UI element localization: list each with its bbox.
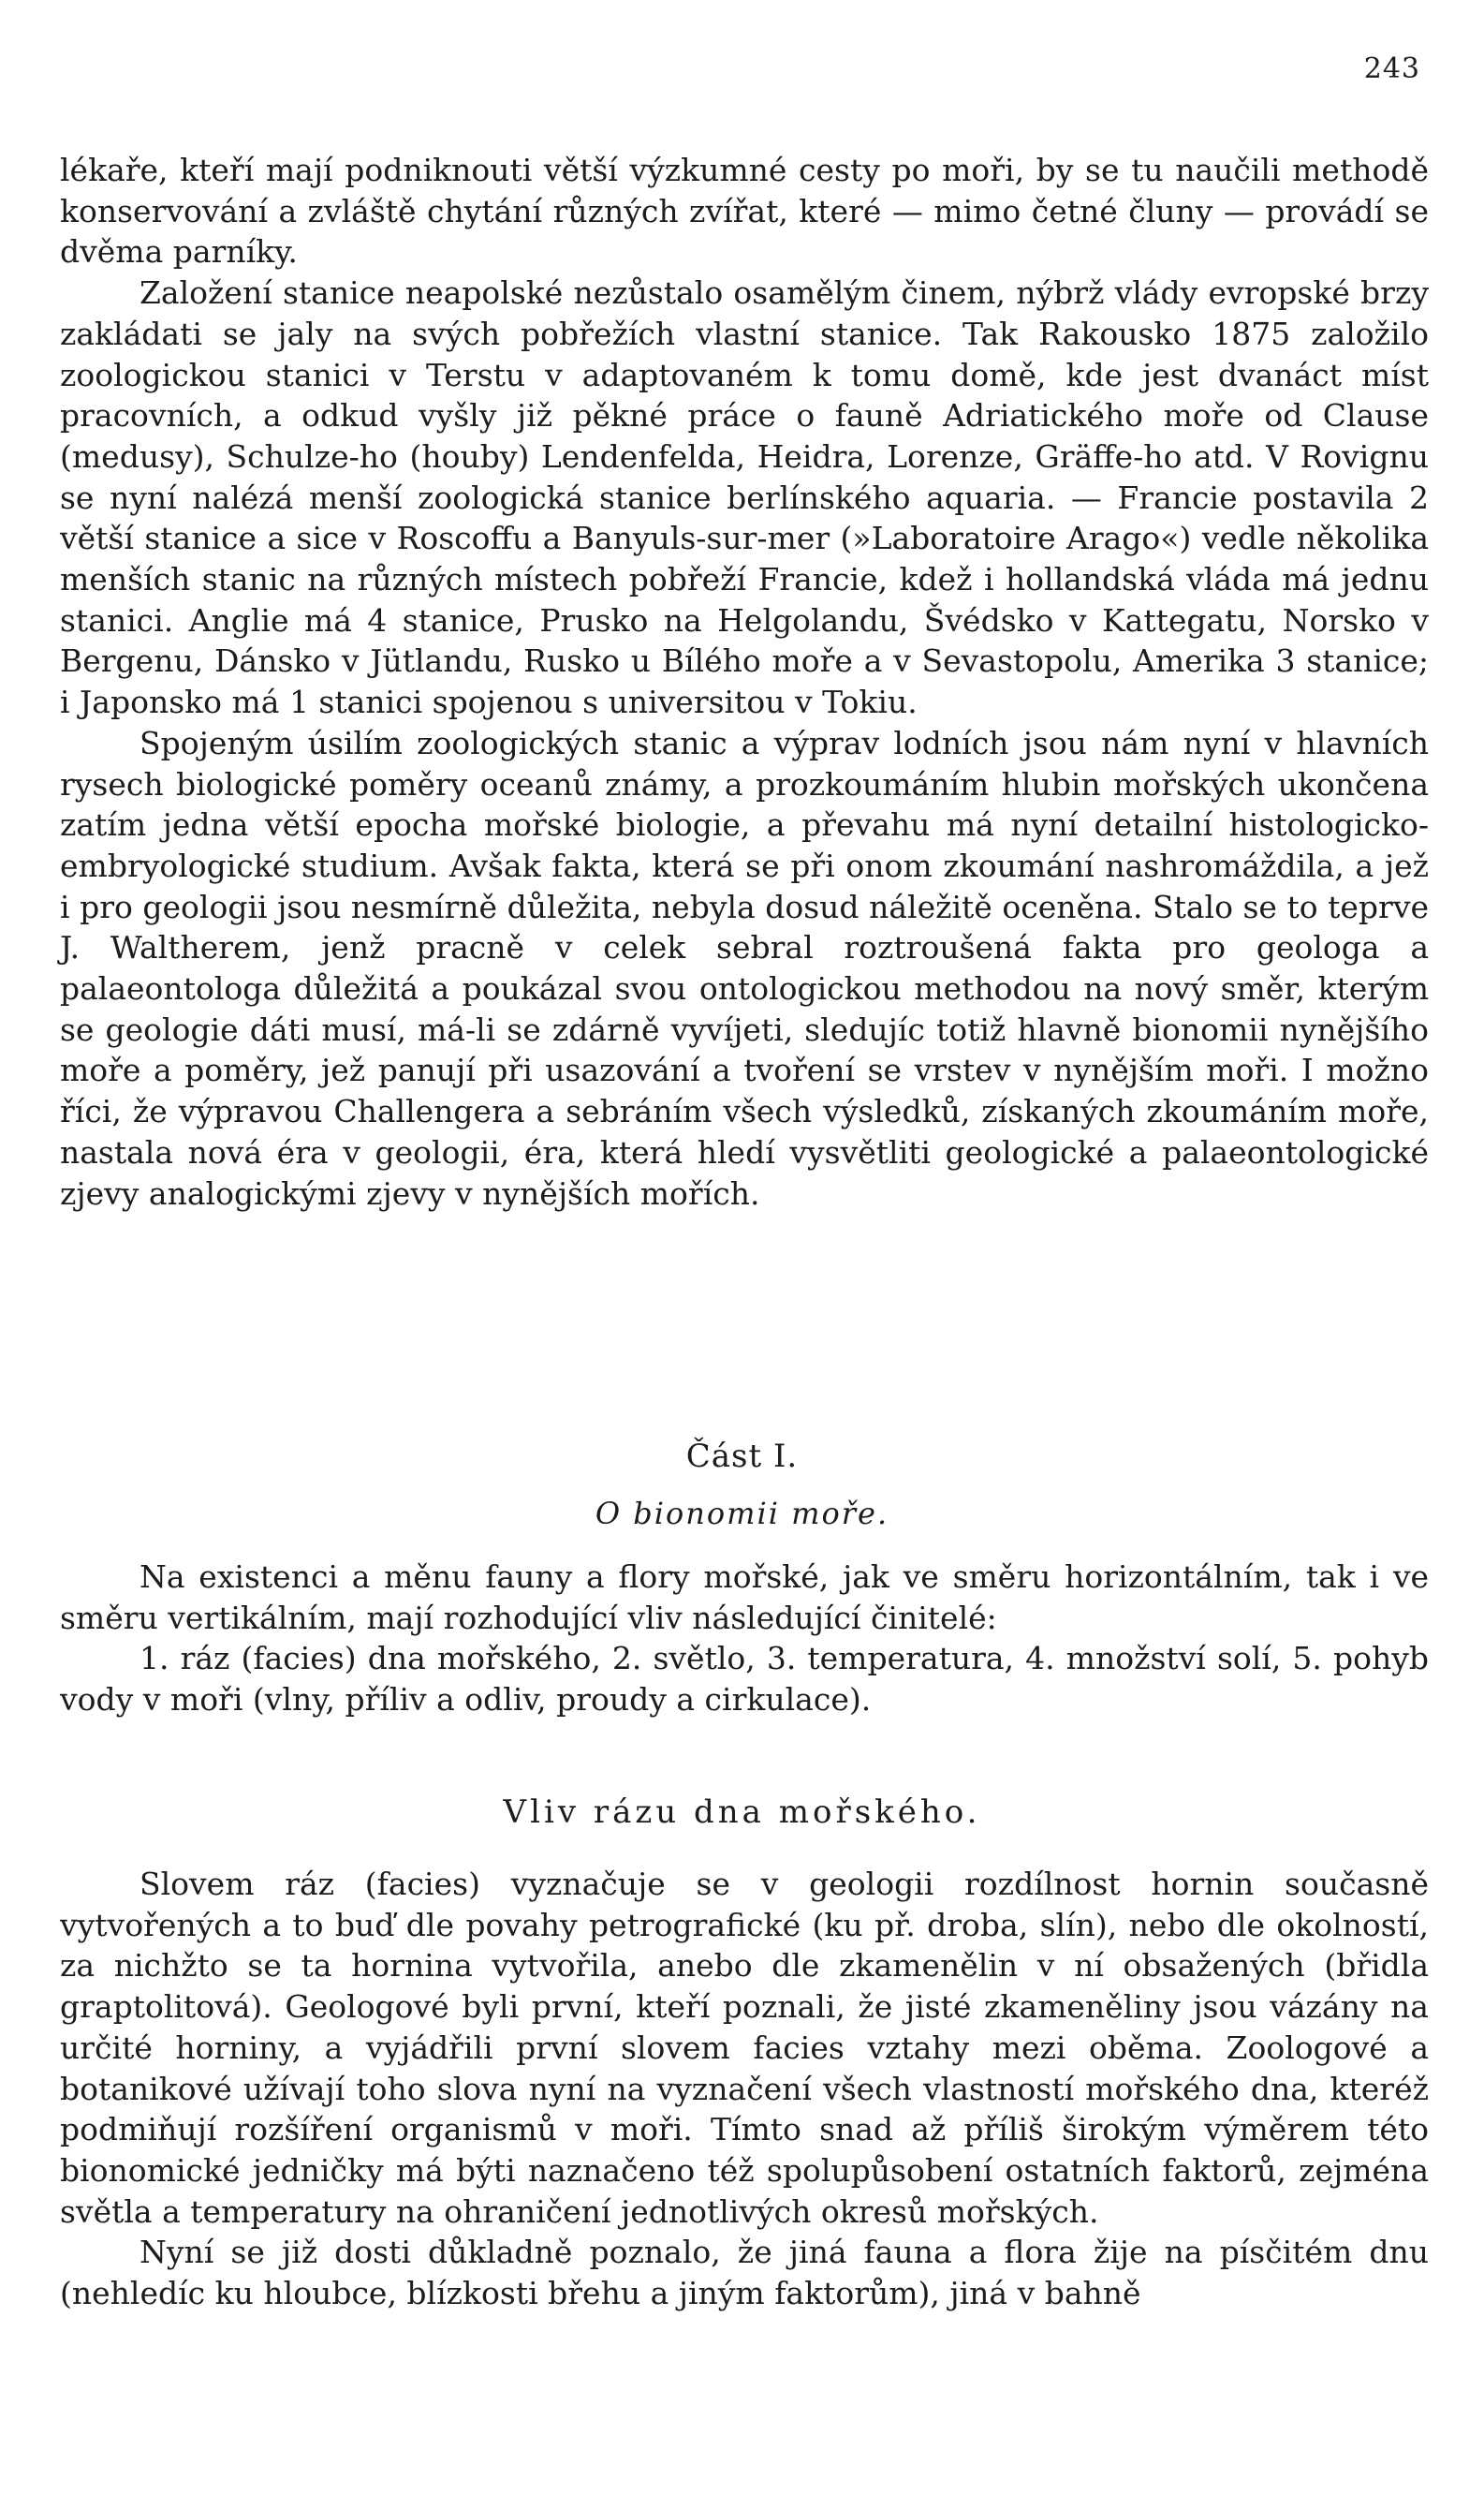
section-heading: Vliv rázu dna mořského. <box>503 1793 981 1831</box>
paragraph: Slovem ráz (facies) vyznačuje se v geologii rozdílnost hornin současně vytvořených a to buď dle povahy petrografické (ku př. droba, slín), nebo dle okolností, za nichžto se ta hornina vytvořila, anebo dle zkamenělin v ní obsažených (břidla graptolitová). Geologové byli první, kteří poznali, že jisté zkameněliny jsou vázány na určité horniny, a vyjádřili první slovem facies vztahy mezi oběma. Zoologové a botanikové užívají toho slova nyní na vyznačení všech vlastností mořského dna, kteréž podmiňují rozšíření organismů v moři. Tímto snad až příliš širokým výměrem této bionomické jedničky má býti naznačeno též spolupůsobení ostatních faktorů, zejména světla a temperatury na ohraničení jednotlivých okresů mořských. <box>60 1866 1429 2230</box>
paragraph: Spojeným úsilím zoologických stanic a výprav lodních jsou nám nyní v hlavních rysech biologické poměry oceanů známy, a prozkoumáním hlubin mořských ukončena zatím jedna větší epocha mořské biologie, a převahu má nyní detailní histologicko-embryologické studium. Avšak fakta, která se při onom zkoumání nashromáždila, a jež i pro geologii jsou nesmírně důležita, nebyla dosud náležitě oceněna. Stalo se to teprve J. Waltherem, jenž pracně v celek sebral roztroušená fakta pro geologa a palaeontologa důležitá a poukázal svou ontologickou methodou na nový směr, kterým se geologie dáti musí, má-li se zdárně vyvíjeti, sledujíc totiž hlavně bionomii nynějšího moře a poměry, jež panují při usazování a tvoření se vrstev v nynějším moři. I možno říci, že výpravou Challengera a sebráním všech výsledků, získaných zkoumáním moře, nastala nová éra v geologii, éra, která hledí vysvětliti geologické a palaeontologické zjevy analogickými zjevy v nynějších mořích. <box>60 724 1429 1212</box>
part-subtitle: O bionomii moře. <box>595 1496 889 1531</box>
page-number: 243 <box>1363 52 1420 85</box>
paragraph: Založení stanice neapolské nezůstalo osamělým činem, nýbrž vlády evropské brzy zakládati se jaly na svých pobřežích vlastní stanice. Tak Rakousko 1875 založilo zoologickou stanici v Terstu v adaptovaném k tomu domě, kde jest dvanáct míst pracovních, a odkud vyšly již pěkné práce o fauně Adriatického moře od Clause (medusy), Schulze-ho (houby) Lendenfelda, Heidra, Lorenze, Gräffe-ho atd. V Rovignu se nyní nalézá menší zoologická stanice berlínského aquaria. — Francie postavila 2 větší stanice a sice v Roscoffu a Banyuls-sur-mer (»Laboratoire Arago«) vedle několika menších stanic na různých místech pobřeží Francie, kdež i hollandská vláda má jednu stanici. Anglie má 4 stanice, Prusko na Helgolandu, Švédsko v Kattegatu, Norsko v Bergenu, Dánsko v Jütlandu, Rusko u Bílého moře a v Sevastopolu, Amerika 3 stanice; i Japonsko má 1 stanici spojenou s universitou v Tokiu. <box>60 274 1429 721</box>
intro-text <box>60 150 1429 1214</box>
part-title: Část I. <box>685 1438 799 1475</box>
paragraph: Nyní se již dosti důkladně poznalo, že jiná fauna a flora žije na písčitém dnu (nehledíc ku hloubce, blízkosti břehu a jiným faktorům), jiná v bahně <box>60 2234 1429 2312</box>
paragraph: Na existenci a měnu fauny a flory mořské, jak ve směru horizontálním, tak i ve směru vertikálním, mají rozhodující vliv následující činitelé: <box>60 1558 1429 1636</box>
part-intro-text <box>60 1557 1429 1720</box>
enumerated-factors: 1. ráz (facies) dna mořského, 2. světlo, 3. temperatura, 4. množství solí, 5. pohyb vody v moři (vlny, příliv a odliv, proudy a cirkulace). <box>60 1640 1429 1719</box>
paragraph: lékaře, kteří mají podniknouti větší výzkumné cesty po moři, by se tu naučili methodě konservování a zvláště chytání různých zvířat, které — mimo četné čluny — provádí se dvěma parníky. <box>60 152 1429 271</box>
section-text <box>60 1864 1429 2314</box>
